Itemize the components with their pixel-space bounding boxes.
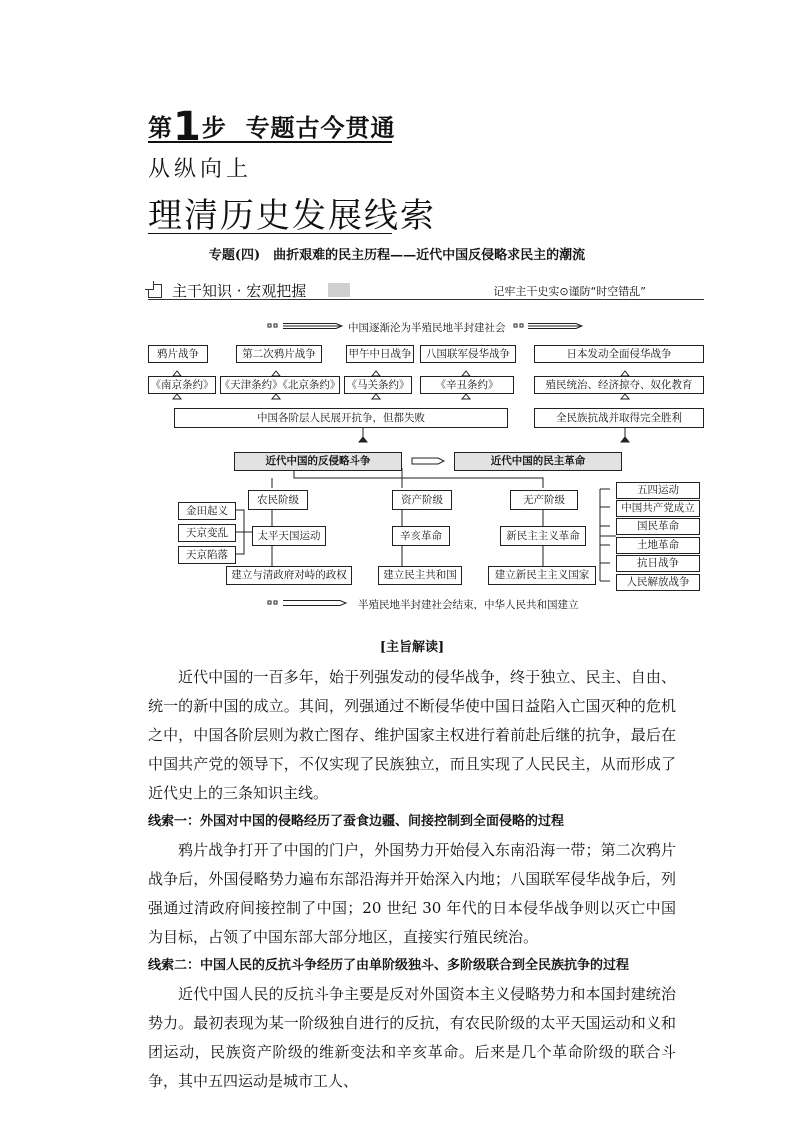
treaty-box-4: 《辛丑条约》 bbox=[420, 376, 514, 394]
thread1-title bbox=[148, 808, 676, 836]
reading-heading: [主旨解读] bbox=[379, 640, 445, 655]
step-suffix: 步 bbox=[201, 114, 227, 142]
step-number: 1 bbox=[173, 104, 202, 150]
proletariat-event-1: 五四运动 bbox=[616, 482, 700, 499]
thread2-title: 线索二：中国人民的反抗斗争经历了由单阶级独斗、多阶级联合到全民族抗争的过程 bbox=[148, 958, 630, 973]
section-rule bbox=[148, 299, 704, 300]
header-rule-1 bbox=[148, 141, 392, 143]
topic-title: 专题(四) 曲折艰难的民主历程——近代中国反侵略求民主的潮流 bbox=[208, 248, 586, 263]
top-arrow-text: 中国逐渐沦为半殖民地半封建社会 bbox=[348, 322, 506, 334]
proletariat-result-box: 建立新民主主义国家 bbox=[488, 566, 596, 585]
japan-policy-box: 殖民统治、经济掠夺、奴化教育 bbox=[534, 376, 704, 394]
step-title: 专题古今贯通 bbox=[245, 114, 396, 142]
header-main-title: 理清历史发展线索 bbox=[148, 196, 436, 236]
proletariat-event-2: 中国共产党成立 bbox=[616, 500, 700, 517]
treaty-box-2: 《天津条约》《北京条约》 bbox=[220, 376, 340, 394]
thread1-title-text: 线索一：外国对中国的侵略经历了蚕食边疆、间接控制到全面侵略的过程 bbox=[148, 814, 565, 829]
war-box-2: 第二次鸦片战争 bbox=[236, 345, 322, 363]
proletariat-event-4: 土地革命 bbox=[616, 537, 700, 554]
thread1-paragraph: 鸦片战争打开了中国的门户，外国势力开始侵入东南沿海一带；第二次鸦片战争后，外国侵略势力遍布东部沿海并开始深入内地；八国联军侵华战争后，列强通过清政府间接控制了中国；20 世纪 30 年代的日本侵华战争则以灭亡中国为目标，占领了中国东部大部分地区，直接实行殖民统治。 bbox=[148, 841, 676, 946]
victory-box: 全民族抗战并取得完全胜利 bbox=[534, 408, 704, 428]
bottom-arrow-text: 半殖民地半封建社会结束，中华人民共和国建立 bbox=[358, 599, 579, 611]
struggle-left-box: 近代中国的反侵略斗争 bbox=[234, 452, 402, 471]
section-bar bbox=[148, 280, 704, 300]
war-box-1: 鸦片战争 bbox=[148, 345, 208, 363]
struggle-right-box: 近代中国的民主革命 bbox=[454, 452, 622, 471]
resist-fail-box: 中国各阶层人民展开抗争，但都失败 bbox=[174, 408, 508, 428]
peasant-movement-box: 太平天国运动 bbox=[252, 526, 326, 546]
proletariat-event-3: 国民革命 bbox=[616, 518, 700, 535]
peasant-event-3: 天京陷落 bbox=[178, 546, 236, 564]
war-box-4: 八国联军侵华战争 bbox=[420, 345, 516, 363]
step-heading bbox=[148, 104, 396, 150]
proletariat-event-6: 人民解放战争 bbox=[616, 574, 700, 591]
step-prefix: 第 bbox=[148, 114, 173, 142]
bourgeois-movement-box: 辛亥革命 bbox=[392, 526, 450, 546]
class-proletariat-box: 无产阶级 bbox=[510, 490, 578, 510]
header-rule-2 bbox=[148, 233, 392, 234]
reading-section bbox=[148, 636, 676, 1096]
class-bourgeois-box: 资产阶级 bbox=[392, 490, 452, 510]
knowledge-diagram bbox=[148, 318, 704, 618]
proletariat-movement-box: 新民主主义革命 bbox=[500, 526, 586, 546]
section-title: 主干知识 · 宏观把握 bbox=[172, 282, 307, 300]
section-note: 记牢主干史实⊙谨防“时空错乱” bbox=[493, 285, 646, 298]
section-shade bbox=[328, 283, 350, 297]
intro-paragraph: 近代中国的一百多年，始于列强发动的侵华战争，终于独立、民主、自由、统一的新中国的成立。其间，列强通过不断侵华使中国日益陷入亡国灭种的危机之中，中国各阶层则为救亡图存、维护国家主权进行着前赴后继的抗争，最后在中国共产党的领导下，不仅实现了民族独立，而且实现了人民民主，从而形成了近代史上的三条知识主线。 bbox=[148, 668, 676, 802]
peasant-event-2: 天京变乱 bbox=[178, 524, 236, 542]
treaty-box-3: 《马关条约》 bbox=[344, 376, 412, 394]
header-subtitle: 从纵向上 bbox=[148, 157, 253, 182]
peasant-result-box: 建立与清政府对峙的政权 bbox=[226, 566, 352, 585]
japan-war-box: 日本发动全面侵华战争 bbox=[534, 345, 704, 363]
peasant-event-1: 金田起义 bbox=[178, 502, 236, 520]
bourgeois-result-box: 建立民主共和国 bbox=[378, 566, 462, 585]
treaty-box-1: 《南京条约》 bbox=[148, 376, 216, 394]
class-peasant-box: 农民阶级 bbox=[248, 490, 308, 510]
thread2-paragraph: 近代中国人民的反抗斗争主要是反对外国资本主义侵略势力和本国封建统治势力。最初表现为某一阶级独自进行的反抗，有农民阶级的太平天国运动和义和团运动，民族资产阶级的维新变法和辛亥革命。后来是几个革命阶级的联合斗争，其中五四运动是城市工人、 bbox=[148, 985, 676, 1090]
war-box-3: 甲午中日战争 bbox=[346, 345, 414, 363]
proletariat-event-5: 抗日战争 bbox=[616, 555, 700, 572]
square-icon bbox=[148, 284, 162, 298]
